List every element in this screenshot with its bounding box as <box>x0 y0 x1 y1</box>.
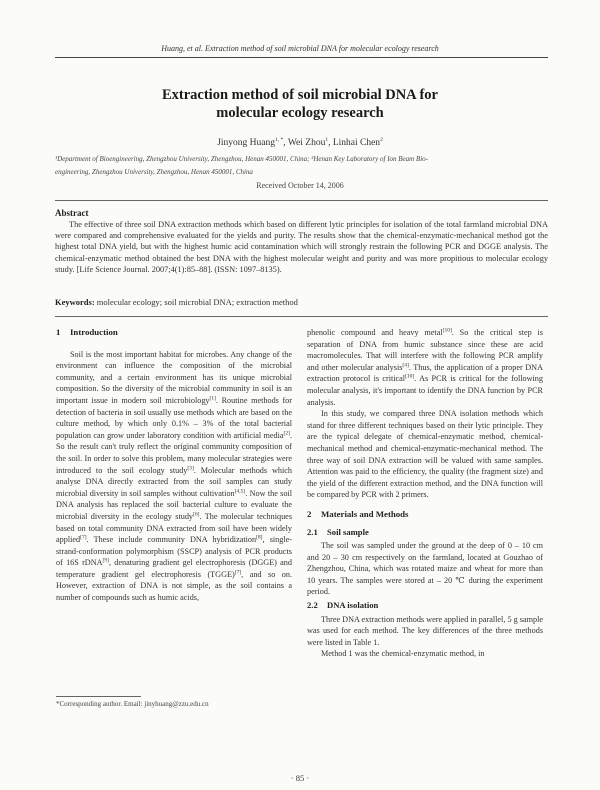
running-head: Huang, et al. Extraction method of soil microbial DNA for molecular ecology research <box>161 44 439 53</box>
header-rule <box>55 57 548 58</box>
page-number: · 85 · <box>290 773 310 783</box>
author-2: Wei Zhou <box>287 138 326 148</box>
abstract-heading: Abstract <box>55 208 89 218</box>
affiliation-line-1: ¹Department of Bioengineering, Zhengzhou University, Zhengzhou, Henan 450001, China; ²Henan Key Laboratory of Ion Beam Bio- <box>55 155 429 163</box>
citation: [7] <box>234 569 242 576</box>
section-2-1-number: 2.1 <box>307 526 318 537</box>
section-2-2-title: DNA isolation <box>327 600 379 611</box>
title-line-2: molecular ecology research <box>216 105 384 121</box>
intro-text-5: . Now the soil DNA analysis has replaced the soil bacterial culture to evaluate the microbial diversity in the ecology study <box>56 488 292 521</box>
section-1-number: 1 <box>56 327 61 337</box>
section-2-heading <box>307 509 543 521</box>
cont-text-3: . Thus, the application of a proper DNA extraction protocol is critical <box>307 362 543 384</box>
section-2-1-title: Soil sample <box>327 526 369 537</box>
intro-text-2: . Routine methods for detection of bacteria in soil usually use methods which are based on the culture method, by which only 0.1% – 3% of the total bacterial population can grow under laboratory condition with artificial media <box>56 395 292 440</box>
citation: [1] <box>209 395 216 402</box>
citation: [3] <box>187 464 194 471</box>
citation: [10] <box>405 373 415 380</box>
citation: [4] <box>402 362 409 369</box>
cont-text-4: . As PCR is critical for the following molecular analysis, it's important to identify the DNA function by PCR analysis. <box>307 374 543 407</box>
intro-text-7: . These include community DNA hybridization <box>86 535 257 545</box>
author-sep-1: , <box>283 138 288 148</box>
study-paragraph: In this study, we compared three DNA isolation methods which stand for three different techniques based on their lytic principle. They are the typical delegate of chemical-enzymatic method, chemical-mechanical method and chemical-enzymatic-mechanical method. The three way of soil DNA extraction will be valued with same samples. Attention was paid to the efficiency, the quality (the fragment size) and the yield of the different extraction method, and the DNA function will be compared by PCR with 2 primers. <box>307 409 543 500</box>
author-3: Linhai Chen <box>332 138 381 148</box>
left-column <box>56 327 292 604</box>
citation: [8] <box>256 534 263 541</box>
received-date: Received October 14, 2006 <box>256 181 344 190</box>
citation: [9] <box>102 557 109 564</box>
abstract-text: The effective of three soil DNA extraction methods which based on different lytic principles for isolation of the total farmland microbial DNA were compared and comprehensive evaluated for the yields and purity. The results show that the chemical-enzymatic-mechanical method got the highest total DNA yield, but with the highest humic acid contamination which will strongly restrain the following PCR and DGGE analysis. The chemical-enzymatic method obtained the best DNA with the highest molecular weight and purity and was more propitious to molecular ecology study. [Life Science Journal. 2007;4(1):85–88]. (ISSN: 1097–8135). <box>55 220 548 274</box>
corresponding-author-footnote: *Corresponding author. Email: jinyhuang@zzu.edu.cn <box>56 700 209 708</box>
citation: [4,5] <box>234 487 246 494</box>
keywords-label: Keywords: <box>55 297 95 307</box>
keywords <box>55 297 548 307</box>
keywords-rule <box>55 316 548 317</box>
cont-text-2: . So the critical step is separation of DNA from humic substance since these are acid macromolecules. That will interfere with the following PCR amplify and other molecular analysis <box>307 328 543 372</box>
continued-paragraph <box>307 327 543 408</box>
section-1-heading <box>56 327 292 339</box>
soil-sample-paragraph: The soil was sampled under the ground at the deep of 0 – 10 cm and 20 – 30 cm respectively on the farmland, located at Gouzhao of Zhengzhou, China, which was rotated maize and wheat for more than 10 years. The samples were stored at – 20 ℃ during the experiment period. <box>307 541 543 597</box>
section-2-number: 2 <box>307 508 312 519</box>
intro-text-10: , and so on. However, extraction of DNA is not simple, as the soil contains a number of compounds such as humic acids, <box>56 569 293 603</box>
affiliation-line-2: engineering, Zhengzhou University, Zhengzhou, Henan 450001, China <box>55 168 253 176</box>
intro-text-6: . The molecular techniques based on total community DNA extracted from soil have been widely applied <box>56 511 293 545</box>
citation: [6] <box>193 511 200 518</box>
method-1-paragraph: Method 1 was the chemical-enzymatic method, in <box>321 649 485 659</box>
section-2-2-number: 2.2 <box>307 600 318 611</box>
intro-text-8: , single-strand-conformation polymorphism (SSCP) analysis of PCR products of 16S rDNA <box>56 535 292 568</box>
intro-text-9: , denaturing gradient gel electrophoresis (DGGE) and temperature gradient gel electrophoresis (TGGE) <box>56 558 292 579</box>
citation: [2] <box>283 430 290 437</box>
section-1-title: Introduction <box>70 327 118 337</box>
cont-text-1: phenolic compound and heavy metal <box>307 328 443 337</box>
author-1-affil: 1, * <box>274 136 284 143</box>
author-2-affil: 1 <box>325 136 329 143</box>
author-list <box>0 138 600 148</box>
section-2-title: Materials and Methods <box>321 508 409 519</box>
footnote-rule <box>56 696 141 697</box>
author-1: Jinyong Huang <box>217 138 275 148</box>
keywords-text: molecular ecology; soil microbial DNA; extraction method <box>96 297 298 307</box>
intro-text-1: Soil is the most important habitat for microbes. Any change of the environment can influence the composition of the microbial community, and a certain environment has its unique microbial composition. So the diversity of the microbial community in soil is an important issue in modern soil microbiology <box>56 349 292 405</box>
affiliations <box>55 153 548 179</box>
intro-text-4: . Molecular methods which analyse DNA directly extracted from the soil samples can study microbial diversity in soil samples without cultivation <box>56 465 292 498</box>
abstract-top-rule <box>55 200 548 201</box>
right-column <box>307 327 543 660</box>
author-sep-2: , <box>328 138 333 148</box>
title-line-1: Extraction method of soil microbial DNA for <box>161 87 438 103</box>
citation: [7] <box>80 534 87 541</box>
paper-title <box>60 86 540 122</box>
dna-isolation-paragraph: Three DNA extraction methods were applied in parallel, 5 g sample was used for each method. The key differences of the three methods were listed in Table 1. <box>307 614 543 647</box>
section-2-1-heading <box>307 527 543 539</box>
section-2-2-heading <box>307 600 543 612</box>
citation: [10] <box>442 327 452 334</box>
author-3-affil: 2 <box>380 136 383 143</box>
intro-text-3: . So the result can't truly reflect the original community composition of the soil. In order to solve this problem, many molecular strategies were introduced to the soil ecology study <box>56 430 292 475</box>
intro-paragraph <box>56 349 292 604</box>
